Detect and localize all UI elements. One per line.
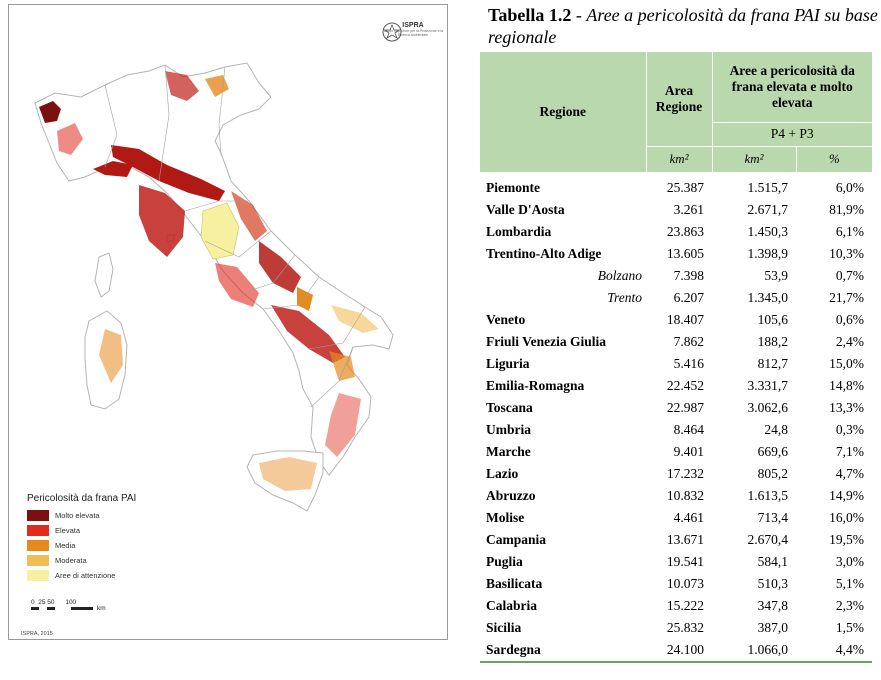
map-credit: ISPRA, 2015 — [21, 631, 53, 637]
legend-title: Pericolosità da frana PAI — [27, 493, 137, 504]
table-row — [480, 419, 872, 441]
table-title — [488, 4, 878, 48]
area-cell: 8.464 — [673, 421, 704, 437]
header-unit-area: km² — [646, 146, 712, 172]
table-row — [480, 617, 872, 639]
area-cell: 17.232 — [666, 465, 704, 481]
hazard-pct-cell: 16,0% — [829, 509, 864, 525]
scale-bar — [31, 607, 93, 610]
legend-label: Molto elevata — [55, 511, 100, 520]
hazard-pct-cell: 0,3% — [835, 421, 864, 437]
hazard-km2-cell: 713,4 — [757, 509, 788, 525]
hazard-pct-cell: 3,0% — [835, 553, 864, 569]
hazard-pct-cell: 1,5% — [835, 619, 864, 635]
region-name-cell: Veneto — [486, 311, 526, 327]
hazard-pct-cell: 6,1% — [835, 223, 864, 239]
legend-label: Aree di attenzione — [55, 571, 116, 580]
area-cell: 10.073 — [666, 575, 704, 591]
table-row — [480, 639, 872, 662]
table-caption: Aree a pericolosità da frana PAI su base regionale — [488, 5, 878, 47]
hazard-km2-cell: 105,6 — [757, 311, 788, 327]
table-row — [480, 441, 872, 463]
region-name-cell: Toscana — [486, 399, 533, 415]
region-name-cell: Lazio — [486, 465, 519, 481]
hazard-km2-cell: 812,7 — [757, 355, 788, 371]
area-cell: 7.862 — [673, 333, 704, 349]
hazard-km2-cell: 2.670,4 — [747, 531, 788, 547]
area-cell: 22.452 — [666, 377, 704, 393]
hazard-km2-cell: 669,6 — [757, 443, 788, 459]
region-name-cell: Piemonte — [486, 179, 540, 195]
hazard-km2-cell: 53,9 — [764, 267, 788, 283]
table-row — [480, 287, 872, 309]
hazard-pct-cell: 2,4% — [835, 333, 864, 349]
header-area: Area Regione — [646, 52, 712, 146]
hazard-km2-cell: 347,8 — [757, 597, 788, 613]
hazard-pct-cell: 14,8% — [829, 377, 864, 393]
hazard-pct-cell: 10,3% — [829, 245, 864, 261]
table-body — [480, 172, 872, 662]
region-name-cell: Trentino-Alto Adige — [486, 245, 602, 261]
hazard-km2-cell: 584,1 — [757, 553, 788, 569]
area-cell: 15.222 — [666, 597, 704, 613]
scale-unit: km — [97, 605, 106, 612]
hazard-pct-cell: 14,9% — [829, 487, 864, 503]
hazard-pct-cell: 4,4% — [796, 639, 872, 662]
hazard-km2-cell: 1.345,0 — [747, 289, 788, 305]
hazard-pct-cell: 5,1% — [835, 575, 864, 591]
region-name-cell: Valle D'Aosta — [486, 201, 565, 217]
table-row — [480, 397, 872, 419]
area-cell: 4.461 — [673, 509, 704, 525]
table-title-separator: - — [571, 5, 587, 25]
hazard-km2-cell: 387,0 — [757, 619, 788, 635]
legend-item — [27, 553, 197, 568]
table-row — [480, 375, 872, 397]
hazard-km2-cell: 1.398,9 — [747, 245, 788, 261]
hazard-km2-cell: 1.450,3 — [747, 223, 788, 239]
legend-swatch — [27, 525, 49, 536]
map-legend — [27, 493, 197, 583]
area-cell: 22.987 — [666, 399, 704, 415]
legend-item — [27, 568, 197, 583]
hazard-km2-cell: 2.671,7 — [747, 201, 788, 217]
region-name-cell: Campania — [486, 531, 547, 547]
scale-labels: 0 25 50 100 — [31, 599, 77, 606]
ispra-logo — [381, 21, 445, 37]
region-name-cell: Liguria — [486, 355, 530, 371]
table-row — [480, 551, 872, 573]
legend-swatch — [27, 540, 49, 551]
header-unit-pct: % — [796, 146, 872, 172]
area-cell: 5.416 — [673, 355, 704, 371]
hazard-pct-cell: 15,0% — [829, 355, 864, 371]
area-cell: 23.863 — [666, 223, 704, 239]
ispra-logo-subtitle: Istituto Superiore per la Protezione e la Ricerca Ambientale — [382, 29, 444, 37]
hazard-km2-cell: 24,8 — [764, 421, 788, 437]
table-row — [480, 199, 872, 221]
area-cell: 10.832 — [666, 487, 704, 503]
area-cell: 25.387 — [666, 179, 704, 195]
hazard-pct-cell: 4,7% — [835, 465, 864, 481]
region-name-cell: Sardegna — [480, 639, 646, 662]
hazard-pct-cell: 21,7% — [829, 289, 864, 305]
legend-label: Media — [55, 541, 76, 550]
region-name-cell: Puglia — [486, 553, 523, 569]
table-row — [480, 485, 872, 507]
hazard-km2-cell: 510,3 — [757, 575, 788, 591]
corsica — [95, 253, 113, 297]
legend-swatch — [27, 510, 49, 521]
hazard-km2-cell: 805,2 — [757, 465, 788, 481]
hazard-pct-cell: 13,3% — [829, 399, 864, 415]
hazard-km2-cell: 188,2 — [757, 333, 788, 349]
ispra-emblem-icon — [381, 21, 403, 43]
area-cell: 13.671 — [666, 531, 704, 547]
hazard-table — [480, 52, 872, 663]
area-cell: 6.207 — [673, 289, 704, 305]
area-cell: 19.541 — [666, 553, 704, 569]
hazard-km2-cell: 3.331,7 — [747, 377, 788, 393]
region-name-cell: Bolzano — [597, 267, 642, 283]
table-row — [480, 463, 872, 485]
table-row — [480, 595, 872, 617]
region-name-cell: Molise — [486, 509, 525, 525]
hazard-pct-cell: 6,0% — [835, 179, 864, 195]
header-region: Regione — [480, 52, 646, 172]
area-cell: 3.261 — [673, 201, 704, 217]
table-row — [480, 353, 872, 375]
header-hazard: Aree a pericolosità da frana elevata e molto elevata — [712, 52, 872, 122]
legend-item — [27, 523, 197, 538]
area-cell: 9.401 — [673, 443, 704, 459]
region-name-cell: Friuli Venezia Giulia — [486, 333, 607, 349]
header-unit-hazard: km² — [712, 146, 796, 172]
hazard-pct-cell: 81,9% — [829, 201, 864, 217]
ispra-logo-text: ISPRA — [402, 22, 424, 29]
hazard-pct-cell: 0,6% — [835, 311, 864, 327]
region-name-cell: Lombardia — [486, 223, 552, 239]
hazard-pct-cell: 2,3% — [835, 597, 864, 613]
area-cell: 7.398 — [673, 267, 704, 283]
area-cell: 13.605 — [666, 245, 704, 261]
landslide-hazard-map — [8, 4, 448, 640]
legend-items — [27, 508, 197, 583]
region-name-cell: Emilia-Romagna — [486, 377, 585, 393]
hazard-pct-cell: 19,5% — [829, 531, 864, 547]
table-row — [480, 331, 872, 353]
region-name-cell: Abruzzo — [486, 487, 536, 503]
hazard-km2-cell: 1.613,5 — [747, 487, 788, 503]
region-name-cell: Trento — [607, 289, 642, 305]
table-row — [480, 507, 872, 529]
area-cell: 25.832 — [666, 619, 704, 635]
region-name-cell: Marche — [486, 443, 531, 459]
table-row — [480, 243, 872, 265]
table-row — [480, 573, 872, 595]
table-row — [480, 265, 872, 287]
region-name-cell: Basilicata — [486, 575, 543, 591]
legend-swatch — [27, 555, 49, 566]
hazard-pct-cell: 0,7% — [835, 267, 864, 283]
table-row — [480, 529, 872, 551]
region-name-cell: Sicilia — [486, 619, 522, 635]
hazard-km2-cell: 1.515,7 — [747, 179, 788, 195]
hazard-pct-cell: 7,1% — [835, 443, 864, 459]
region-name-cell: Calabria — [486, 597, 538, 613]
hazard-km2-cell: 3.062,6 — [747, 399, 788, 415]
legend-swatch — [27, 570, 49, 581]
header-classes: P4 + P3 — [712, 122, 872, 146]
legend-label: Elevata — [55, 526, 81, 535]
area-cell: 24.100 — [646, 639, 712, 662]
table-row — [480, 221, 872, 243]
hazard-km2-cell: 1.066,0 — [712, 639, 796, 662]
region-name-cell: Umbria — [486, 421, 531, 437]
table-row — [480, 309, 872, 331]
legend-item — [27, 538, 197, 553]
legend-item — [27, 508, 197, 523]
table-number: Tabella 1.2 — [488, 5, 572, 25]
table-row — [480, 172, 872, 199]
legend-label: Moderata — [55, 556, 87, 565]
area-cell: 18.407 — [666, 311, 704, 327]
